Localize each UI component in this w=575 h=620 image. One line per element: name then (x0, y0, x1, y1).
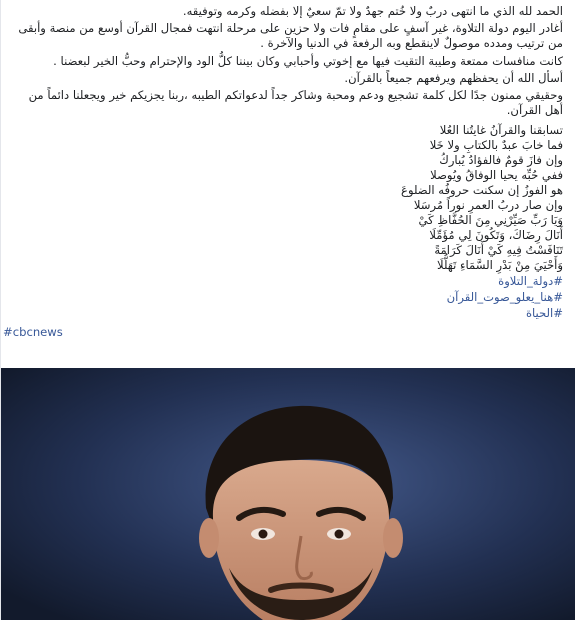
poem (7, 123, 563, 272)
poem-line: وَيَا رَبِّ صَيِّرْنِي مِنَ الحُفَّاظِ كَيْ (418, 212, 563, 227)
hashtag-link[interactable]: #دولة_التلاوة (498, 274, 563, 289)
poem-line: هو الفوزُ إن سكنت حروفُه الضلوعَ (401, 183, 563, 198)
poem-line: وإن صار دربُ العمرِ نوراً مُرسَلا (413, 197, 563, 212)
post-paragraph: أغادر اليوم دولة التلاوة، غير آسفٍ على مقامٍ فات ولا حزين على مرحلة انتهت فمجال القرآن أوسع من منصة وأبقى من ترتيب ومدده موصولٌ لاينقطع وبه الرفعة في الدنيا والآخرة . (18, 21, 563, 51)
post-paragraph: كانت منافسات ممتعة وطيبة التقيت فيها مع إخوتي وأحبابي وكان بيننا كلُّ الود والإحترام وحبُّ الخير لبعضنا . (53, 53, 563, 68)
post-paragraph: وحقيقي ممنون جدًا لكل كلمة تشجيع ودعم ومحبة وشاكر جداً لدعواتكم الطيبه ،ربنا يجزيكم خير ويجعلنا دائماً من أهل القرآن. (28, 88, 563, 118)
poem-line: تَنَافَسْتُ فِيهِ كَيْ أَنَالَ كَرَامَةً (434, 242, 563, 257)
hashtag-cbcnews-row (1, 321, 575, 340)
poem-line: أَنَالَ رِضَاكَ، وَتَكُونَ لِي مُؤَمِّلَا (429, 227, 563, 242)
post-paragraph: أسأل الله أن يحفظهم ويرفعهم جميعاً بالقرآن. (344, 70, 563, 85)
post-paragraph: الحمد لله الذي ما انتهى دربٌ ولا خُتم جهدٌ ولا تمّ سعيٌ إلا بفضله وكرمه وتوفيقه. (182, 4, 563, 18)
poem-line: تسابقنا والقرآنُ غايتُنا العُلا (439, 123, 563, 138)
post-text (1, 0, 575, 321)
portrait-illustration (1, 368, 575, 620)
post-photo[interactable] (1, 368, 575, 620)
hashtag-link[interactable]: #الحياة (525, 306, 563, 321)
poem-line: وإن فازَ قومٌ فالفؤادُ يُباركُ (439, 153, 563, 168)
hashtag-list (7, 273, 563, 321)
poem-line: وَأَحْيَيَ مِنْ بَدْرِ السَّمَاءِ تَهَلُّلَا (437, 257, 563, 272)
poem-line: ففي حُبِّه يحيا الوفاقُ ويُوصلا (430, 168, 563, 183)
poem-line: فما خابَ عبدٌ بالكتابِ ولا خَلا (429, 138, 563, 153)
hashtag-link[interactable]: #هنا_يعلو_صوت_القرآن (446, 290, 563, 305)
hashtag-link-cbcnews[interactable]: #cbcnews (3, 325, 63, 340)
